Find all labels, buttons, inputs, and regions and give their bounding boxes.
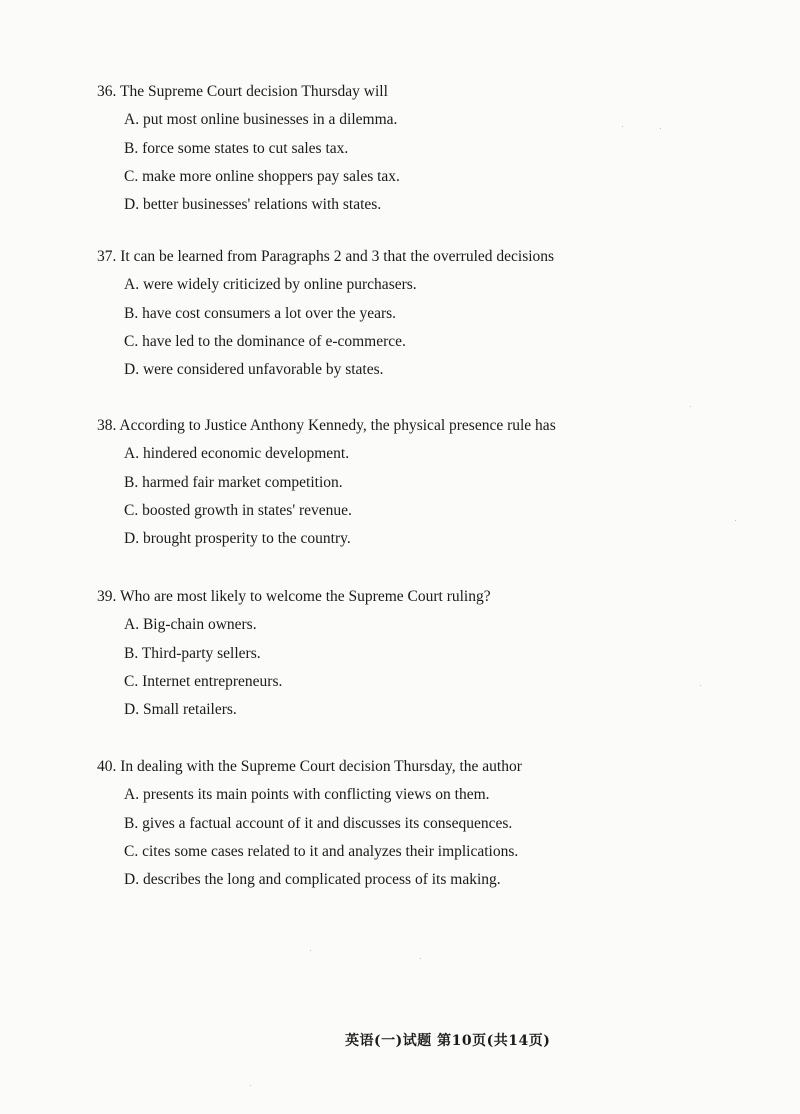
option-b: B. Third-party sellers.	[124, 644, 261, 662]
option-d: D. better businesses' relations with states.	[124, 196, 382, 214]
question-number: 39.	[97, 588, 117, 605]
scan-speck	[250, 1085, 251, 1086]
question-text: The Supreme Court decision Thursday will	[119, 83, 388, 100]
question-39	[97, 587, 697, 720]
option-b: B. harmed fair market competition.	[124, 473, 343, 491]
question-stem	[97, 416, 697, 436]
option-a: A. put most online businesses in a dilemma.	[124, 111, 398, 129]
scan-speck	[622, 126, 623, 127]
option-a: A. Big-chain owners.	[124, 616, 257, 634]
question-number: 40.	[97, 758, 117, 775]
scan-speck	[420, 958, 421, 959]
question-number: 38.	[97, 417, 117, 434]
question-stem	[97, 587, 697, 607]
option-b: B. force some states to cut sales tax.	[124, 139, 349, 157]
option-c: C. have led to the dominance of e-commerce.	[124, 332, 406, 350]
scan-speck	[700, 685, 701, 686]
question-stem	[97, 82, 697, 102]
question-number: 37.	[97, 248, 117, 265]
option-d: D. were considered unfavorable by states.	[124, 361, 384, 379]
option-b: B. have cost consumers a lot over the years.	[124, 304, 397, 322]
option-c: C. cites some cases related to it and analyzes their implications.	[124, 842, 519, 860]
question-stem	[97, 757, 697, 777]
option-a: A. presents its main points with conflicting views on them.	[124, 786, 490, 804]
question-text: Who are most likely to welcome the Supreme Court ruling?	[119, 588, 491, 605]
question-text: According to Justice Anthony Kennedy, the physical presence rule has	[119, 417, 556, 434]
question-36	[97, 82, 697, 215]
option-c: C. Internet entrepreneurs.	[124, 672, 283, 690]
scan-speck	[690, 406, 691, 407]
scan-speck	[660, 128, 661, 129]
question-number: 36.	[97, 83, 117, 100]
option-a: A. hindered economic development.	[124, 445, 350, 463]
option-d: D. describes the long and complicated process of its making.	[124, 871, 501, 889]
option-c: C. boosted growth in states' revenue.	[124, 501, 352, 519]
question-38	[97, 416, 697, 549]
page-footer: 英语(一)试题 第10页(共14页)	[345, 1033, 551, 1049]
option-d: D. brought prosperity to the country.	[124, 530, 351, 548]
option-d: D. Small retailers.	[124, 701, 237, 719]
option-a: A. were widely criticized by online purchasers.	[124, 276, 417, 294]
scan-speck	[735, 520, 736, 521]
scan-speck	[310, 950, 311, 951]
question-text: In dealing with the Supreme Court decision Thursday, the author	[120, 758, 522, 775]
option-b: B. gives a factual account of it and discusses its consequences.	[124, 814, 513, 832]
question-text: It can be learned from Paragraphs 2 and 3 that the overruled decisions	[120, 248, 555, 265]
question-stem	[97, 247, 697, 267]
question-40	[97, 757, 697, 890]
question-37	[97, 247, 697, 380]
option-c: C. make more online shoppers pay sales tax.	[124, 167, 400, 185]
